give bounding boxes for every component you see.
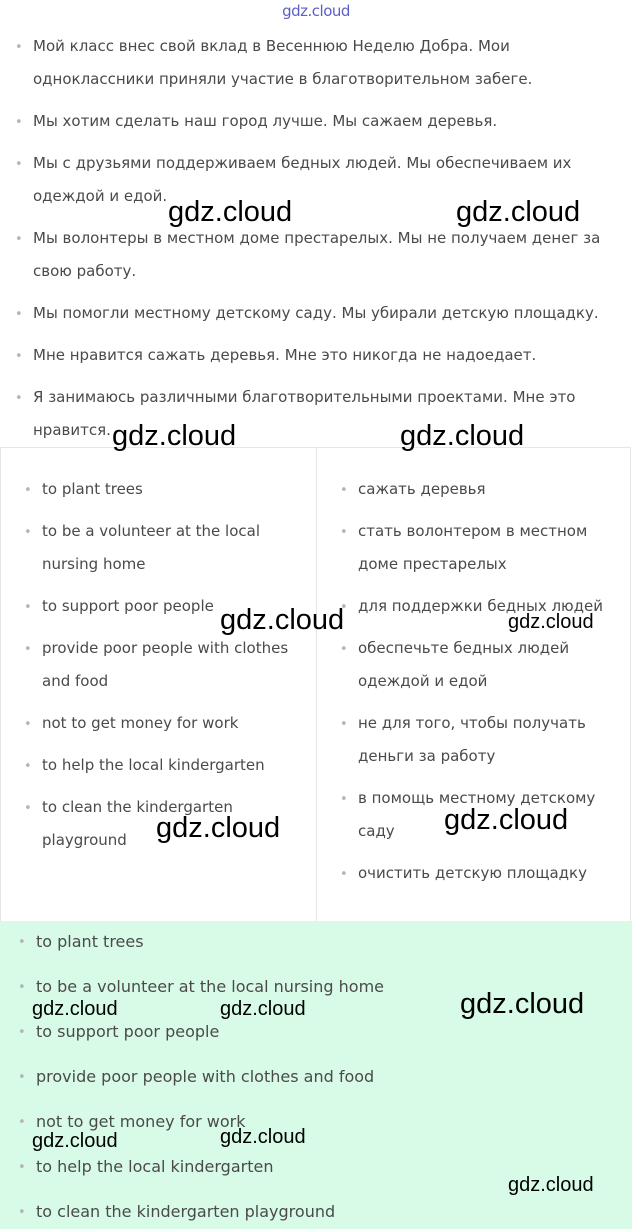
watermark: gdz.cloud [456,196,581,228]
watermark: gdz.cloud [220,998,306,1020]
answer-item: • not to get money for work [36,1105,632,1138]
table-cell: • to clean the kindergarten playground [42,791,316,857]
table-cell: • стать волонтером в местном доме престарелых [358,515,632,581]
answer-box [0,921,632,1229]
table-cell: • сажать деревья [358,473,632,506]
list-item: • Мы хотим сделать наш город лучше. Мы сажаем деревья. [33,105,632,138]
list-item: • Мы волонтеры в местном доме престарелых. Мы не получаем денег за свою работу. [33,222,632,288]
table-cell: • provide poor people with clothes and food [42,632,316,698]
watermark: gdz.cloud [400,420,525,452]
answer-item: • to help the local kindergarten [36,1150,632,1183]
table-cell: • not to get money for work [42,707,316,740]
watermark: gdz.cloud [508,1174,594,1196]
russian-column [316,448,632,921]
table-cell: • в помощь местному детскому саду [358,782,632,848]
watermark: gdz.cloud [220,1126,306,1148]
table-cell: • обеспечьте бедных людей одеждой и едой [358,632,632,698]
answer-item: • provide poor people with clothes and food [36,1060,632,1093]
english-column [1,448,316,921]
watermark: gdz.cloud [112,420,237,452]
table-cell: • очистить детскую площадку [358,857,632,890]
watermark: gdz.cloud [32,998,118,1020]
translation-table [0,447,631,921]
list-item: • Мне нравится сажать деревья. Мне это никогда не надоедает. [33,339,632,372]
table-cell: • to help the local kindergarten [42,749,316,782]
list-item: • Мой класс внес свой вклад в Весеннюю Неделю Добра. Мои одноклассники приняли участие в благотворительном забеге. [33,30,632,96]
table-cell: • to be a volunteer at the local nursing home [42,515,316,581]
watermark: gdz.cloud [444,804,569,836]
watermark: gdz.cloud [32,1130,118,1152]
list-item: • Мы помогли местному детскому саду. Мы убирали детскую площадку. [33,297,632,330]
watermark: gdz.cloud [156,812,281,844]
table-cell: • не для того, чтобы получать деньги за работу [358,707,632,773]
answer-item: • to be a volunteer at the local nursing home [36,970,632,1003]
answer-item: • to clean the kindergarten playground [36,1195,632,1228]
list-item: • Мы с друзьями поддерживаем бедных людей. Мы обеспечиваем их одеждой и едой. [33,147,632,213]
list-item: • Я занимаюсь различными благотворительными проектами. Мне это нравится. [33,381,632,447]
site-mark: gdz.cloud [282,2,350,20]
table-cell: • для поддержки бедных людей [358,590,632,623]
table-cell: • to support poor people [42,590,316,623]
watermark: gdz.cloud [460,988,585,1020]
russian-sentence-list [0,30,632,447]
table-cell: • to plant trees [42,473,316,506]
answer-item: • to support poor people [36,1015,632,1048]
watermark: gdz.cloud [508,611,594,633]
watermark: gdz.cloud [168,196,293,228]
answer-item: • to plant trees [36,925,632,958]
watermark: gdz.cloud [220,604,345,636]
